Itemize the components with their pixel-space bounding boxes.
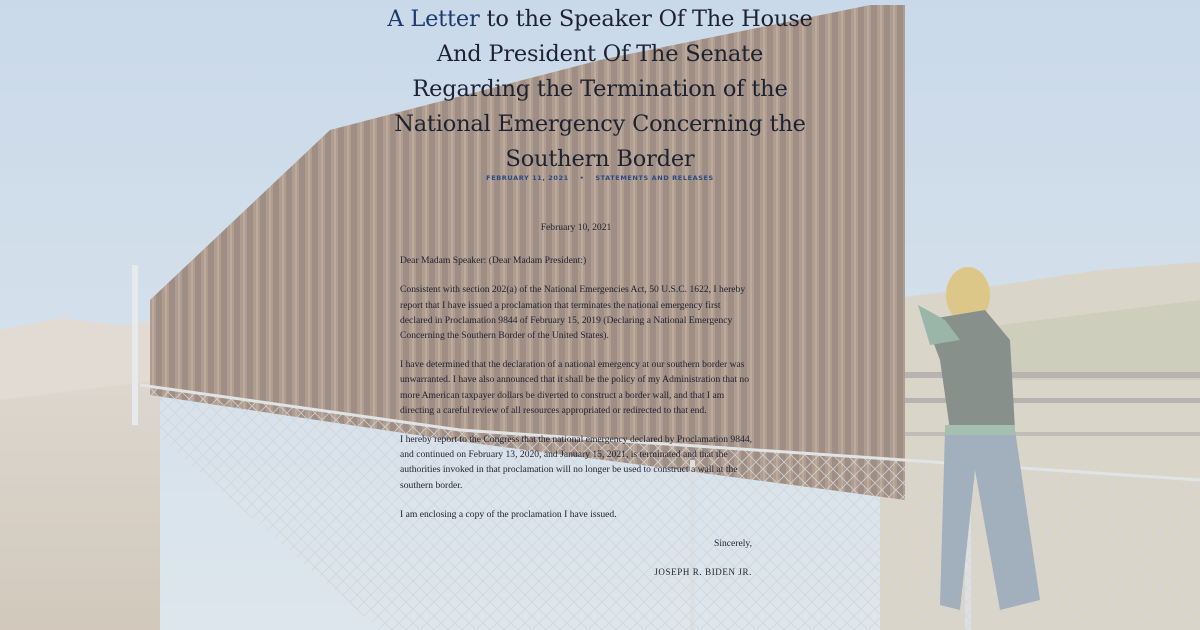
post-date: FEBRUARY 11, 2021 <box>486 174 569 182</box>
title-line-4: National Emergency Concerning the <box>394 111 806 137</box>
letter-body <box>400 220 752 594</box>
post-category-link[interactable]: STATEMENTS AND RELEASES <box>595 174 714 182</box>
title-accent: A Letter <box>387 6 480 32</box>
title-line-3: Regarding the Termination of the <box>412 76 788 102</box>
document <box>340 0 860 630</box>
letter-closing: Sincerely, <box>713 538 752 550</box>
letter-paragraph-1: Consistent with section 202(a) of the National Emergencies Act, 50 U.S.C. 1622, I hereby report that I have issued a proclamation that terminates the national emergency first declared in Proclamation 9844 of February 15, 2019 (Declaring a National Emergency Concerning the Southern Border of the United States). <box>400 284 746 342</box>
letter-salutation: Dear Madam Speaker: (Dear Madam President:) <box>400 255 587 267</box>
post-meta <box>340 174 860 182</box>
letter-signature: JOSEPH R. BIDEN JR. <box>654 567 752 578</box>
letter-date: February 10, 2021 <box>540 222 612 233</box>
letter-paragraph-2: I have determined that the declaration of a national emergency at our southern border was unwarranted. I have also announced that it shall be the policy of my Administration that no more American taxpayer dollars be diverted to construct a border wall, and that I am directing a careful review of all resources appropriated or redirected to that end. <box>400 359 750 416</box>
page-title <box>340 2 860 177</box>
letter-paragraph-4: I am enclosing a copy of the proclamation I have issued. <box>400 508 617 520</box>
letter-paragraph-3: I hereby report to the Congress that the national emergency declared by Proclamation 9844, and continued on February 13, 2020, and January 15, 2021, is terminated and that the authorities invoked in that proclamation will no longer be used to construct a wall at the southern border. <box>400 434 753 491</box>
meta-separator: • <box>579 174 585 182</box>
title-line-2: And President Of The Senate <box>436 41 764 67</box>
title-line-1-rest: to the Speaker Of The House <box>479 6 813 32</box>
title-line-5: Southern Border <box>505 146 695 172</box>
title-line-1 <box>340 2 860 37</box>
